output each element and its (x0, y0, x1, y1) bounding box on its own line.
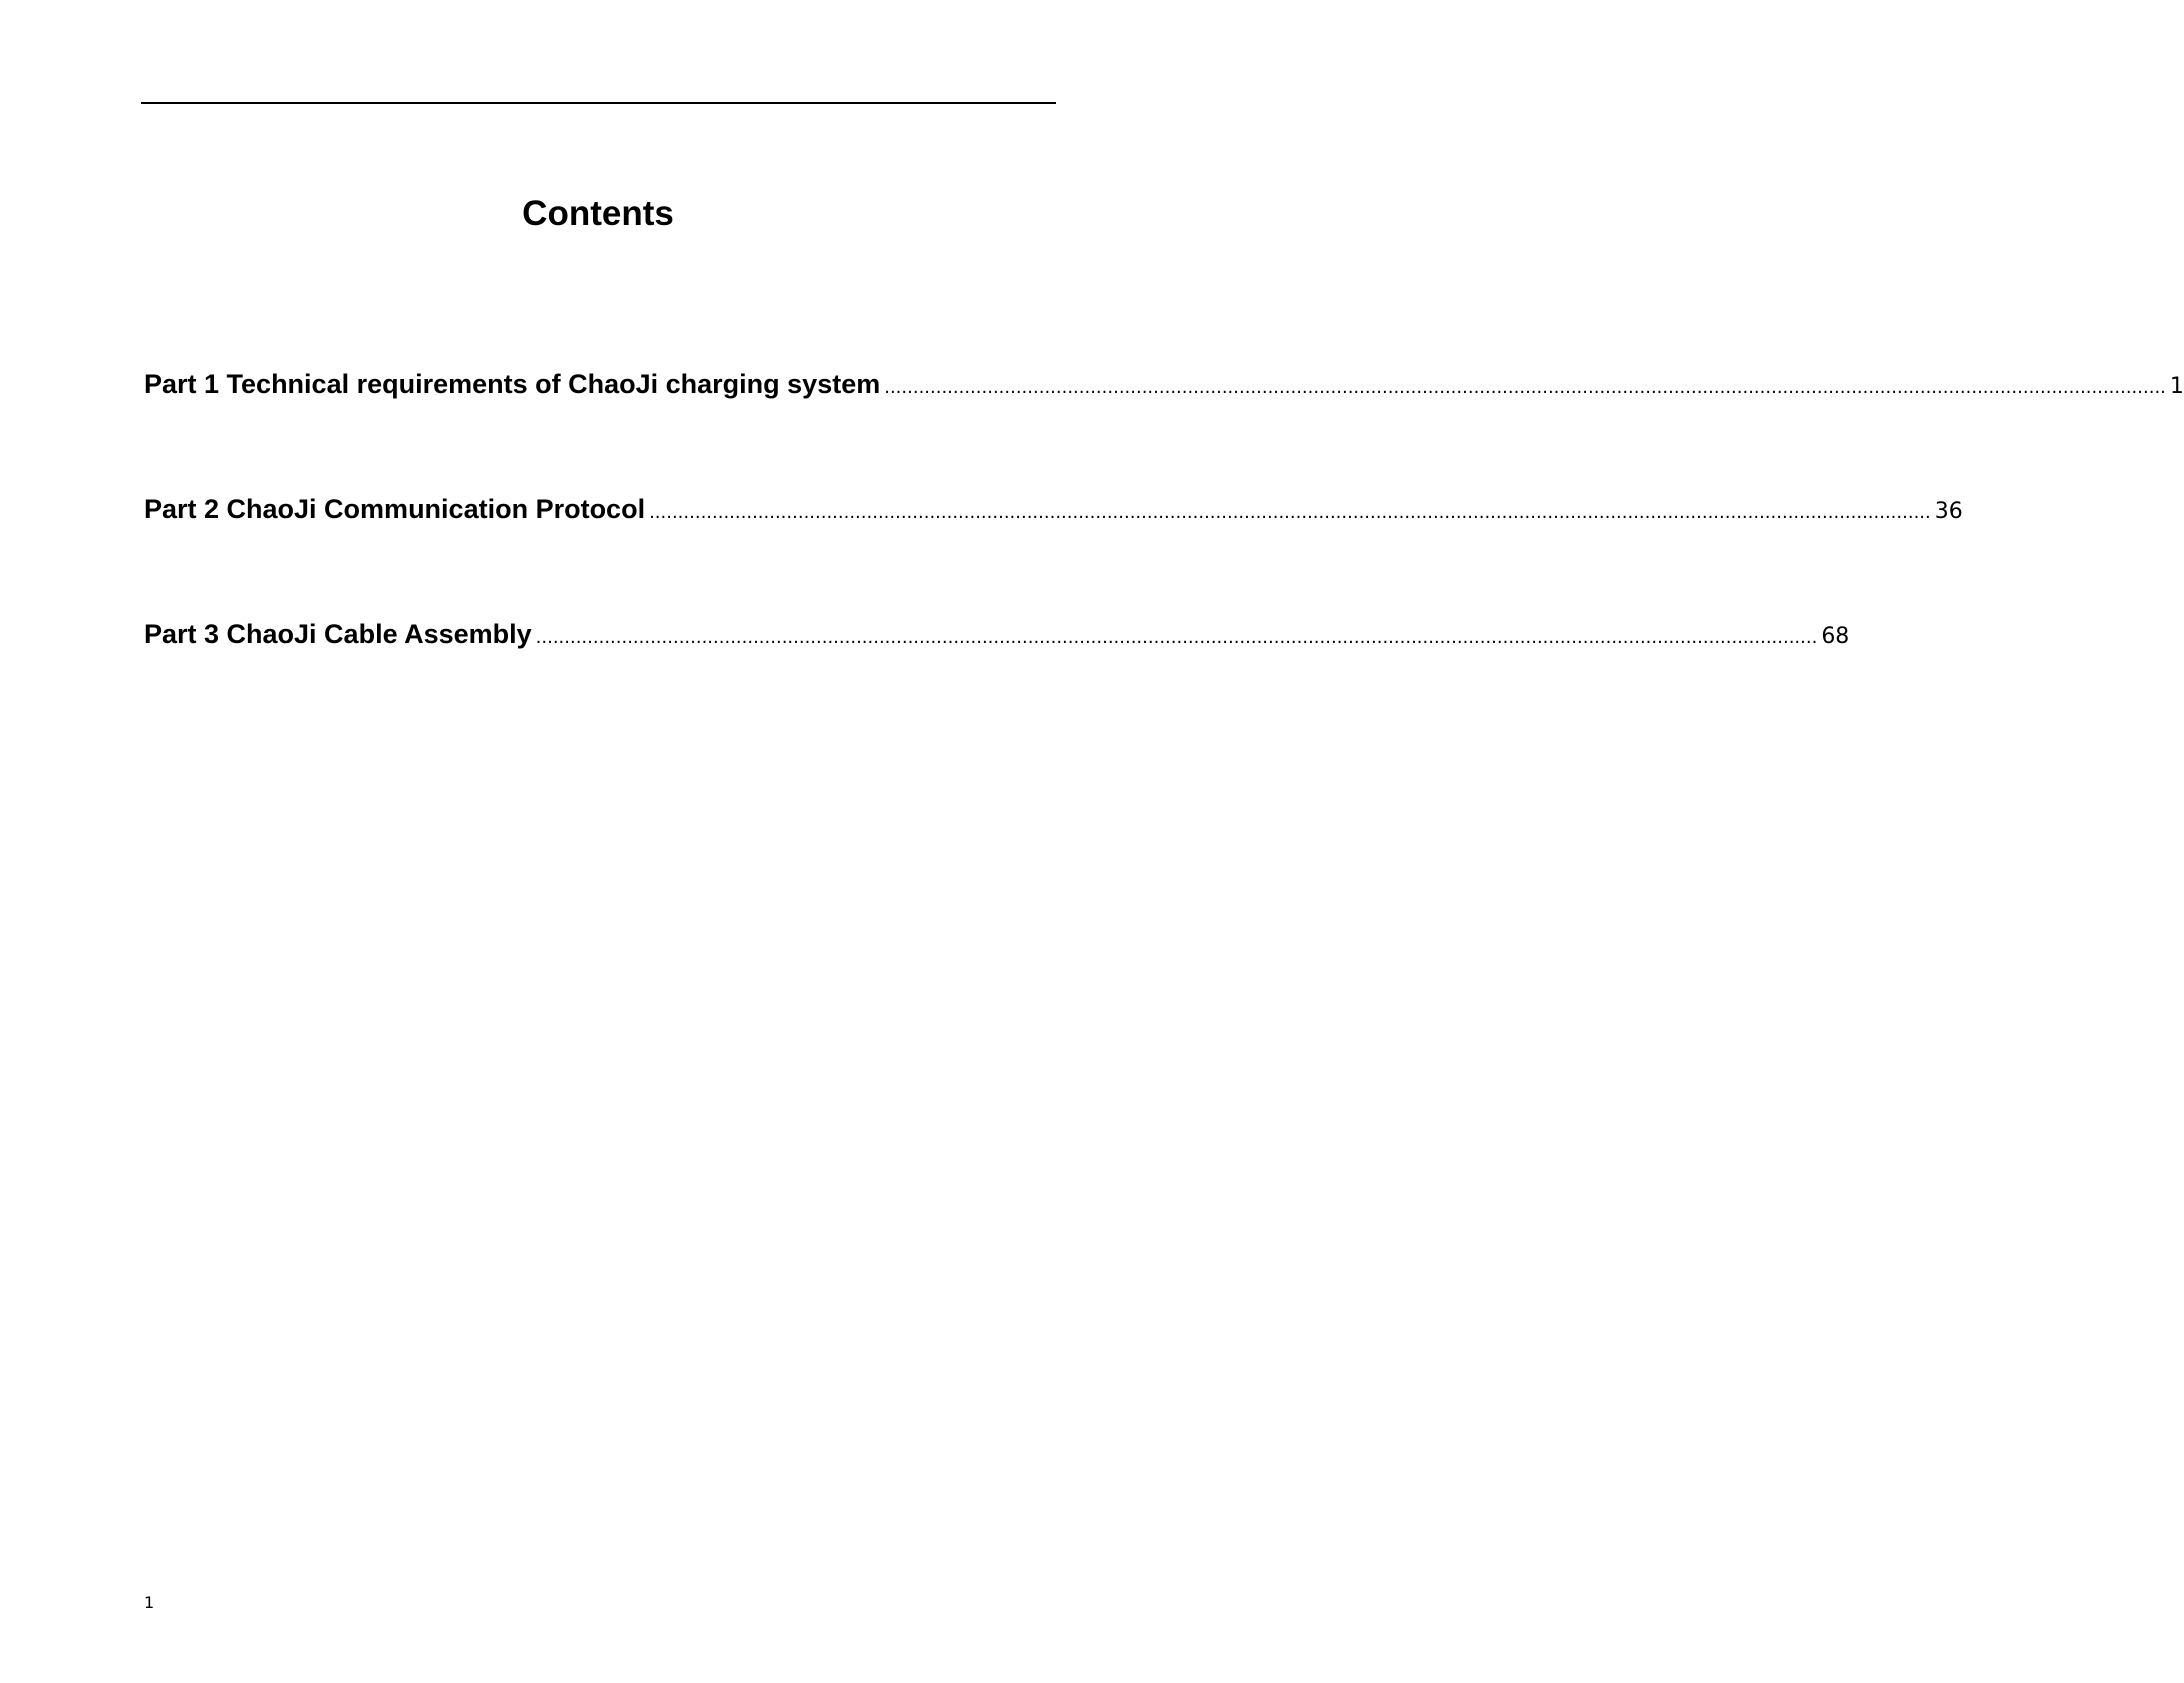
toc-entry-label: Part 2 ChaoJi Communication Protocol (144, 494, 646, 524)
toc-entry-page: 36 (1934, 499, 1963, 524)
toc-entry-part-2[interactable] (144, 491, 1963, 527)
toc-entry-label: Part 3 ChaoJi Cable Assembly (144, 619, 532, 649)
toc-entry-part-3[interactable] (144, 616, 1850, 652)
toc-dot-leader: ................................................................................................................................................................................................................................ (535, 627, 1818, 648)
toc-entry-label: Part 1 Technical requirements of ChaoJi charging system (144, 369, 881, 399)
toc-entry-page: 68 (1821, 624, 1850, 649)
toc-entry-part-1[interactable] (144, 366, 2184, 402)
table-of-contents (144, 0, 2184, 700)
toc-dot-leader: ................................................................................................................................................................................................................................ (649, 502, 1931, 523)
page-title: Contents (522, 194, 674, 233)
toc-entry-page: 1 (2169, 374, 2184, 399)
page-number: 1 (144, 1593, 155, 1612)
toc-dot-leader: ................................................................................................................................................................................................................................ (884, 377, 2166, 398)
